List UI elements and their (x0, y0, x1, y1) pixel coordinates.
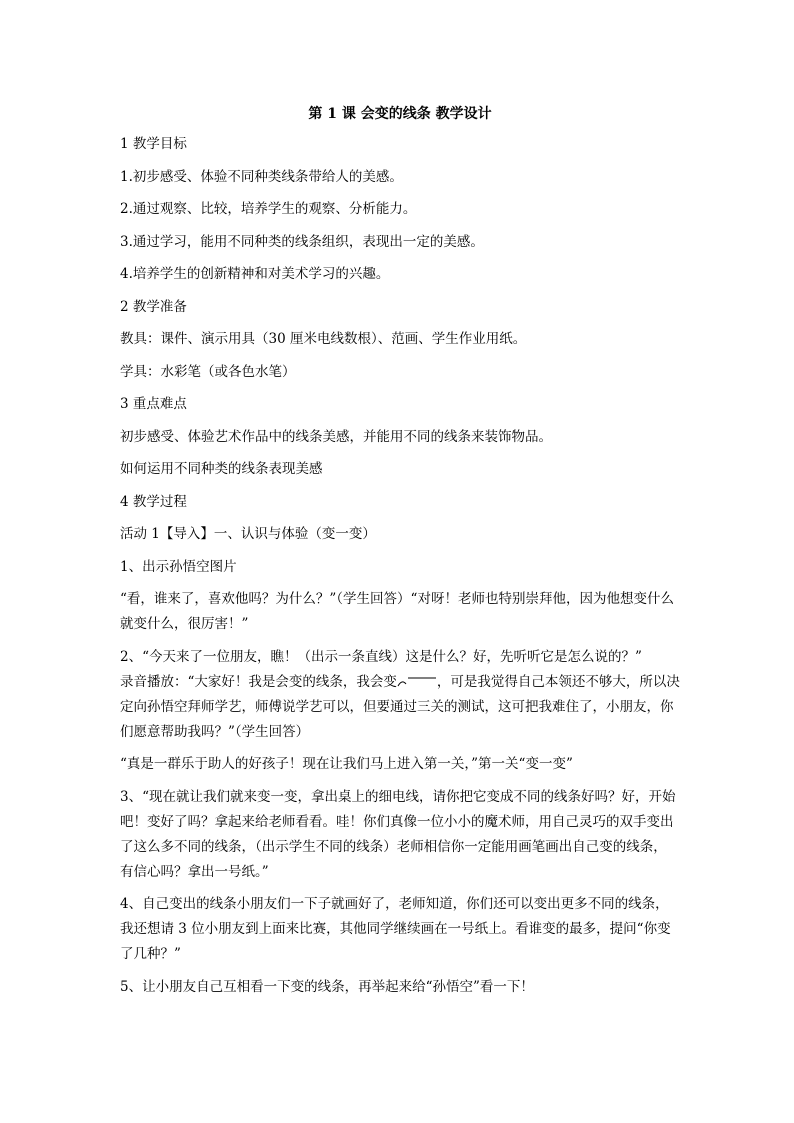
key-point-text: 初步感受、体验艺术作品中的线条美感，并能用不同的线条来装饰物品。 (120, 428, 552, 445)
step-paragraph: 1、出示孙悟空图片 (120, 558, 237, 575)
section-heading-objectives: 1 教学目标 (120, 136, 187, 152)
objective-item: 3.通过学习，能用不同种类的线条组织，表现出一定的美感。 (120, 233, 484, 250)
document-title: 第 1 课 会变的线条 教学设计 (308, 106, 492, 122)
activity-heading: 活动 1【导入】一、认识与体验（变一变） (120, 526, 376, 542)
step-paragraph: 5、让小朋友自己互相看一下变的线条，再举起来给“孙悟空”看一下！ (120, 978, 534, 995)
section-heading-preparation: 2 教学准备 (120, 298, 187, 315)
difficulty-text: 如何运用不同种类的线条表现美感 (120, 461, 323, 477)
step-paragraph: 4、自己变出的线条小朋友们一下子就画好了，老师知道，你们还可以变出更多不同的线条，我还想请 3 位小朋友到上面来比赛，其他同学继续画在一号纸上。看谁变的最多，提问“你变了几种？” (120, 896, 671, 962)
step-paragraph: “看，谁来了，喜欢他吗？为什么？”（学生回答）“对呀！老师也特别崇拜他，因为他想变什么就变什么，很厉害！” (120, 591, 674, 632)
document-body (120, 104, 680, 1007)
objective-item: 4.培养学生的创新精神和对美术学习的兴趣。 (120, 266, 390, 282)
step-paragraph: 3、“现在就让我们就来变一变，拿出桌上的细电线，请你把它变成不同的线条好吗？好，开始吧！变好了吗？拿起来给老师看看。哇！你们真像一位小小的魔术师，用自己灵巧的双手变出了这么多不同的线条，（出示学生不同的线条）老师相信你一定能用画笔画出自己变的线条，有信心吗？拿出一号纸。” (120, 788, 676, 880)
objective-item: 2.通过观察、比较，培养学生的观察、分析能力。 (120, 201, 417, 217)
section-heading-key-points: 3 重点难点 (120, 396, 187, 412)
wave-line-icon (397, 675, 437, 687)
step-paragraph: “真是一群乐于助人的好孩子！现在让我们马上进入第一关，”第一关“变一变” (120, 756, 573, 772)
recording-text-after: ，可是我觉得自己本领还不够大，所以决定向孙悟空拜师学艺，师傅说学艺可以，但要通过三关的测试，这可把我难住了，小朋友，你们愿意帮助我吗？”（学生回答） (120, 673, 680, 740)
teaching-aids: 教具：课件、演示用具（30 厘米电线数根）、范画、学生作业用纸。 (120, 331, 527, 347)
recording-text-before: 录音播放：“大家好！我是会变的线条，我会变 (120, 673, 397, 690)
objective-item: 1.初步感受、体验不同种类线条带给人的美感。 (120, 168, 403, 185)
step-paragraph: 2、“今天来了一位朋友，瞧！（出示一条直线）这是什么？好，先听听它是怎么说的？” (120, 648, 642, 665)
recording-paragraph (120, 670, 680, 745)
student-aids: 学具：水彩笔（或各色水笔） (120, 363, 296, 380)
section-heading-process: 4 教学过程 (120, 493, 187, 510)
